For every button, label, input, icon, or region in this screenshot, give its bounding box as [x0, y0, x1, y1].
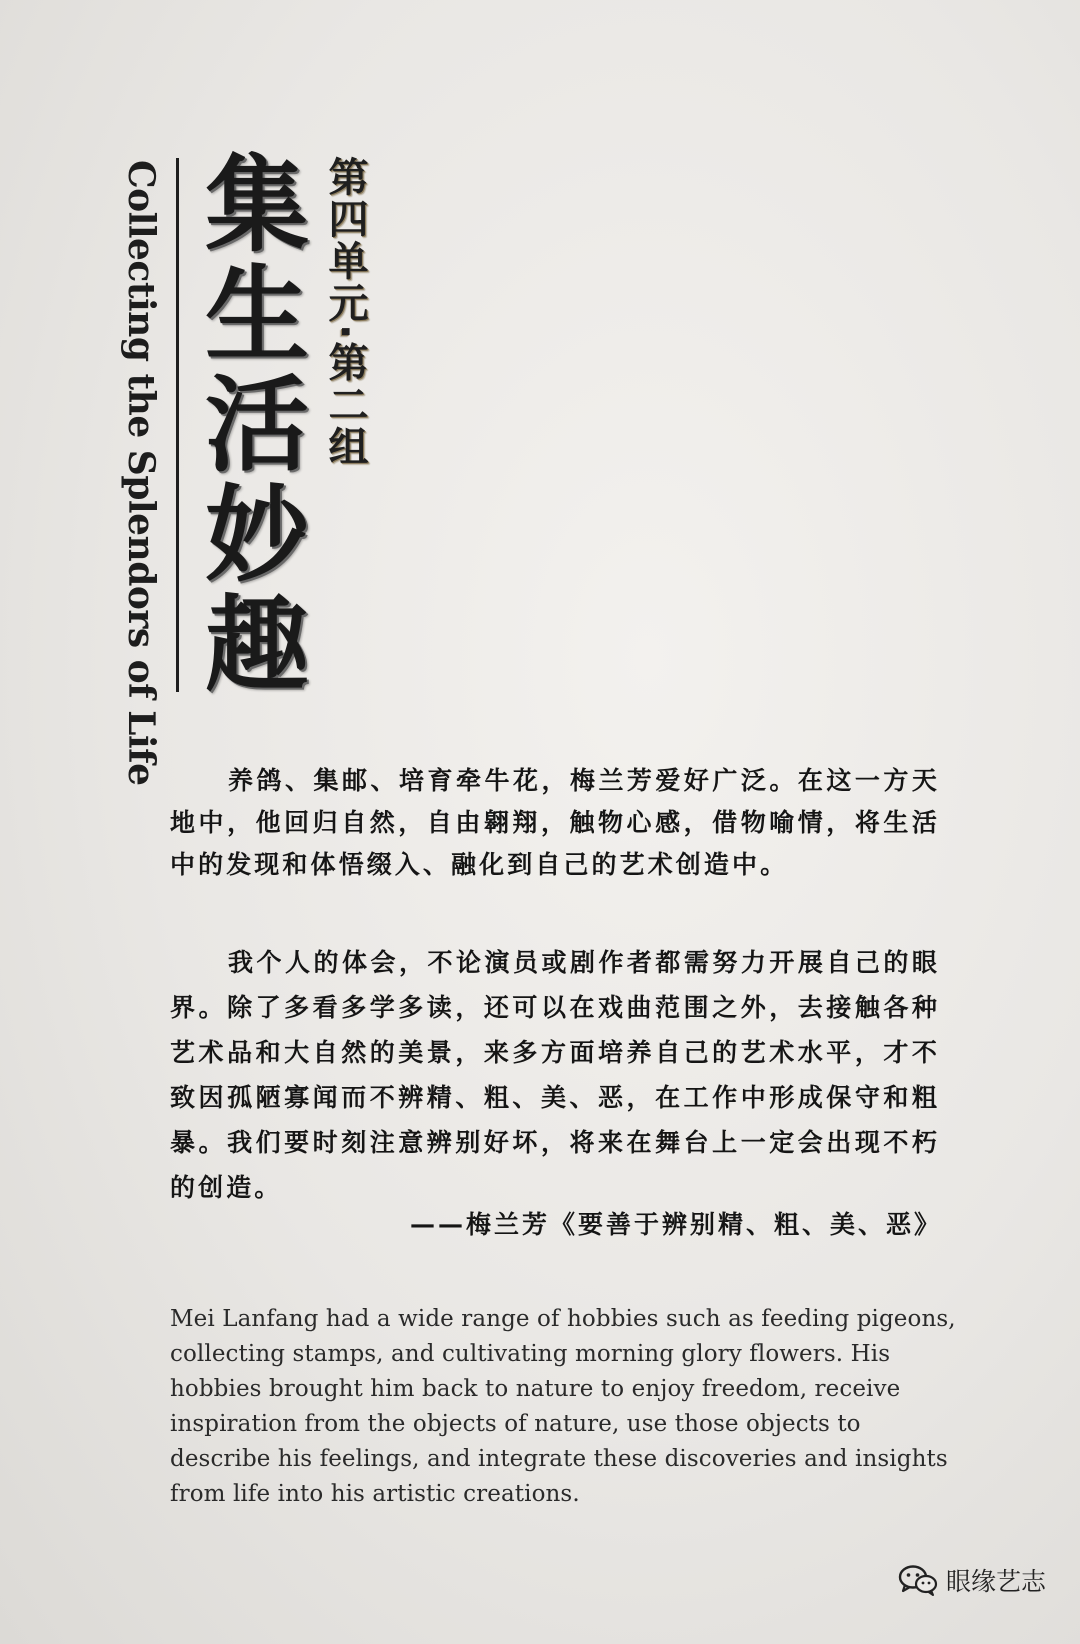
english-paragraph: Mei Lanfang had a wide range of hobbies such as feeding pigeons, collecting stamps, and cultivating morning glory flowers. His hobbies brought him back to nature to enjoy freedom, receive inspiration from the objects of nature, use those objects to describe his feelings, and integrate these discoveries and insights from life into his artistic creations. [170, 1306, 956, 1507]
title-divider [176, 158, 179, 692]
main-title: 集生活妙趣 [204, 144, 309, 706]
quote-source: ——梅兰芳《要善于辨别精、粗、美、恶》 [409, 1210, 942, 1239]
watermark-label: 眼缘艺志 [945, 1567, 1046, 1596]
unit-label: 第四单元·第二组 [322, 156, 368, 468]
quote-paragraph: 我个人的体会，不论演员或剧作者都需努力开展自己的眼界。除了多看多学多读，还可以在戏曲范围之外，去接触各种艺术品和大自然的美景，来多方面培养自己的艺术水平，才不致因孤陋寡闻而不辨精、粗、美、恶，在工作中形成保守和粗暴。我们要时刻注意辨别好坏，将来在舞台上一定会出现不朽的创造。 [170, 948, 940, 1202]
wechat-icon [898, 1564, 938, 1596]
intro-paragraph: 养鸽、集邮、培育牵牛花，梅兰芳爱好广泛。在这一方天地中，他回归自然，自由翱翔，触物心感，借物喻情，将生活中的发现和体悟缀入、融化到自己的艺术创造中。 [170, 766, 940, 879]
english-title: Collecting the Splendors of Life [120, 160, 162, 786]
watermark [898, 1562, 1046, 1598]
